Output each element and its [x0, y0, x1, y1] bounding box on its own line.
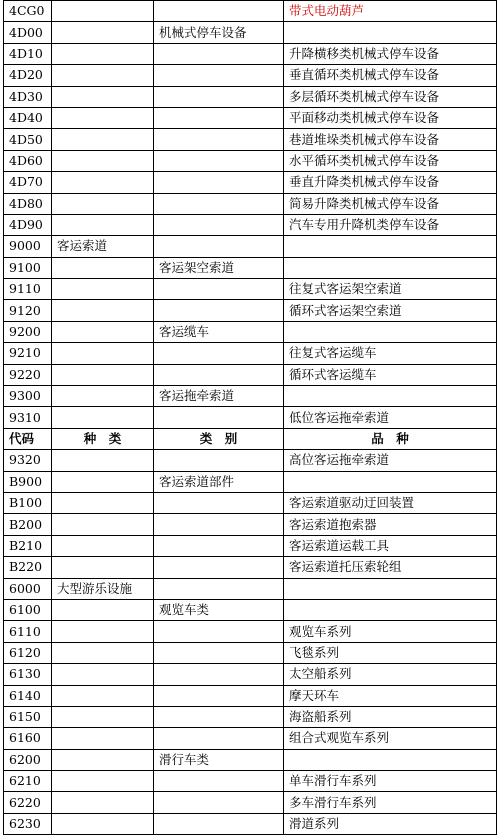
cell-variety: 往复式客运架空索道	[284, 279, 497, 300]
cell-category: 客运缆车	[154, 321, 284, 342]
cell-category	[154, 300, 284, 321]
cell-kind	[52, 321, 154, 342]
cell-variety: 摩天环车	[284, 685, 497, 706]
cell-code: 9320	[4, 450, 52, 471]
column-header-code: 代码	[4, 428, 52, 449]
table-row	[4, 43, 497, 64]
cell-category: 观览车类	[154, 599, 284, 620]
table-row	[4, 150, 497, 171]
table-row	[4, 471, 497, 492]
cell-kind	[52, 792, 154, 813]
cell-category	[154, 642, 284, 663]
table-row	[4, 86, 497, 107]
cell-category	[154, 535, 284, 556]
cell-code: 6220	[4, 792, 52, 813]
cell-category	[154, 1, 284, 22]
cell-category	[154, 107, 284, 128]
cell-category: 滑行车类	[154, 749, 284, 770]
cell-category	[154, 172, 284, 193]
cell-kind: 客运索道	[52, 236, 154, 257]
cell-variety: 循环式客运缆车	[284, 364, 497, 385]
cell-code: 9000	[4, 236, 52, 257]
cell-kind	[52, 749, 154, 770]
cell-kind	[52, 257, 154, 278]
table-row	[4, 129, 497, 150]
cell-category	[154, 706, 284, 727]
table-row	[4, 557, 497, 578]
cell-code: 4D40	[4, 107, 52, 128]
cell-category	[154, 193, 284, 214]
cell-category	[154, 621, 284, 642]
cell-kind	[52, 150, 154, 171]
cell-variety: 汽车专用升降机类停车设备	[284, 214, 497, 235]
cell-code: 9300	[4, 386, 52, 407]
table-row	[4, 407, 497, 428]
cell-variety: 客运索道托压索轮组	[284, 557, 497, 578]
cell-variety: 水平循环类机械式停车设备	[284, 150, 497, 171]
cell-kind	[52, 300, 154, 321]
cell-category	[154, 728, 284, 749]
cell-code: 6210	[4, 771, 52, 792]
table-row	[4, 257, 497, 278]
cell-code: B100	[4, 492, 52, 513]
cell-category	[154, 129, 284, 150]
table-row	[4, 514, 497, 535]
cell-category: 客运架空索道	[154, 257, 284, 278]
cell-kind	[52, 22, 154, 43]
table-row	[4, 728, 497, 749]
cell-variety: 太空船系列	[284, 664, 497, 685]
cell-code: 4D20	[4, 65, 52, 86]
cell-category	[154, 364, 284, 385]
cell-variety	[284, 471, 497, 492]
cell-kind	[52, 364, 154, 385]
cell-code: 9100	[4, 257, 52, 278]
table-row	[4, 450, 497, 471]
cell-variety: 垂直升降类机械式停车设备	[284, 172, 497, 193]
column-header-kind: 种 类	[52, 428, 154, 449]
cell-kind	[52, 706, 154, 727]
cell-kind	[52, 642, 154, 663]
table-row	[4, 321, 497, 342]
cell-category	[154, 279, 284, 300]
cell-kind: 大型游乐设施	[52, 578, 154, 599]
cell-kind	[52, 172, 154, 193]
cell-variety: 多层循环类机械式停车设备	[284, 86, 497, 107]
cell-category: 客运索道部件	[154, 471, 284, 492]
cell-variety: 往复式客运缆车	[284, 343, 497, 364]
cell-code: 6120	[4, 642, 52, 663]
table-row	[4, 599, 497, 620]
cell-kind	[52, 279, 154, 300]
table-row	[4, 685, 497, 706]
cell-code: 6000	[4, 578, 52, 599]
cell-category	[154, 236, 284, 257]
cell-kind	[52, 193, 154, 214]
cell-variety: 升降横移类机械式停车设备	[284, 43, 497, 64]
table-row	[4, 706, 497, 727]
cell-kind	[52, 407, 154, 428]
cell-category	[154, 150, 284, 171]
cell-code: 9120	[4, 300, 52, 321]
cell-category	[154, 685, 284, 706]
cell-category	[154, 578, 284, 599]
cell-code: 6130	[4, 664, 52, 685]
cell-variety	[284, 386, 497, 407]
table-row	[4, 65, 497, 86]
cell-code: 6150	[4, 706, 52, 727]
cell-code: 4D50	[4, 129, 52, 150]
cell-kind	[52, 771, 154, 792]
cell-kind	[52, 492, 154, 513]
cell-code: B210	[4, 535, 52, 556]
table-row	[4, 535, 497, 556]
cell-variety	[284, 599, 497, 620]
cell-kind	[52, 214, 154, 235]
cell-kind	[52, 43, 154, 64]
cell-variety: 客运索道驱动迂回装置	[284, 492, 497, 513]
cell-category	[154, 214, 284, 235]
cell-kind	[52, 685, 154, 706]
table-row	[4, 214, 497, 235]
cell-code: B220	[4, 557, 52, 578]
cell-category	[154, 450, 284, 471]
cell-category	[154, 407, 284, 428]
column-header-variety: 品 种	[284, 428, 497, 449]
table-row	[4, 107, 497, 128]
cell-code: 4D10	[4, 43, 52, 64]
cell-category	[154, 792, 284, 813]
cell-variety: 海盗船系列	[284, 706, 497, 727]
cell-code: 9310	[4, 407, 52, 428]
cell-kind	[52, 621, 154, 642]
cell-variety: 组合式观览车系列	[284, 728, 497, 749]
cell-variety: 观览车系列	[284, 621, 497, 642]
table-row	[4, 792, 497, 813]
cell-kind	[52, 514, 154, 535]
cell-code: 9220	[4, 364, 52, 385]
cell-category	[154, 514, 284, 535]
table-row	[4, 300, 497, 321]
table-row	[4, 749, 497, 770]
table-row	[4, 1, 497, 22]
cell-kind	[52, 65, 154, 86]
cell-kind	[52, 535, 154, 556]
cell-code: 6230	[4, 813, 52, 834]
cell-variety: 客运索道抱索器	[284, 514, 497, 535]
cell-kind	[52, 813, 154, 834]
cell-kind	[52, 557, 154, 578]
cell-variety: 巷道堆垛类机械式停车设备	[284, 129, 497, 150]
column-header-category: 类 别	[154, 428, 284, 449]
table-row	[4, 279, 497, 300]
cell-variety: 滑道系列	[284, 813, 497, 834]
table-row	[4, 22, 497, 43]
cell-code: B200	[4, 514, 52, 535]
table-row	[4, 813, 497, 834]
cell-variety: 平面移动类机械式停车设备	[284, 107, 497, 128]
cell-kind	[52, 86, 154, 107]
table-row	[4, 642, 497, 663]
cell-code: B900	[4, 471, 52, 492]
cell-variety: 高位客运拖牵索道	[284, 450, 497, 471]
cell-code: 9210	[4, 343, 52, 364]
cell-variety	[284, 22, 497, 43]
cell-variety: 客运索道运载工具	[284, 535, 497, 556]
cell-code: 4D30	[4, 86, 52, 107]
cell-variety: 垂直循环类机械式停车设备	[284, 65, 497, 86]
table-row	[4, 364, 497, 385]
cell-variety	[284, 321, 497, 342]
equipment-code-table	[3, 0, 497, 835]
cell-code: 6140	[4, 685, 52, 706]
table-body	[4, 1, 497, 835]
cell-category	[154, 86, 284, 107]
table-row	[4, 492, 497, 513]
cell-variety: 单车滑行车系列	[284, 771, 497, 792]
cell-code: 4D90	[4, 214, 52, 235]
cell-kind	[52, 450, 154, 471]
cell-category	[154, 65, 284, 86]
cell-category	[154, 343, 284, 364]
table-row	[4, 343, 497, 364]
cell-variety: 多车滑行车系列	[284, 792, 497, 813]
table-row	[4, 578, 497, 599]
table-row	[4, 771, 497, 792]
cell-code: 6110	[4, 621, 52, 642]
cell-kind	[52, 107, 154, 128]
cell-category: 机械式停车设备	[154, 22, 284, 43]
cell-variety: 飞毯系列	[284, 642, 497, 663]
column-header-row	[4, 428, 497, 449]
cell-kind	[52, 599, 154, 620]
cell-code: 6200	[4, 749, 52, 770]
cell-category	[154, 664, 284, 685]
cell-code: 4D80	[4, 193, 52, 214]
cell-kind	[52, 129, 154, 150]
cell-code: 6160	[4, 728, 52, 749]
cell-variety	[284, 257, 497, 278]
cell-code: 4D00	[4, 22, 52, 43]
cell-code: 9200	[4, 321, 52, 342]
cell-category	[154, 43, 284, 64]
cell-variety: 带式电动葫芦	[284, 1, 497, 22]
table-row	[4, 172, 497, 193]
cell-variety	[284, 749, 497, 770]
cell-variety	[284, 578, 497, 599]
cell-category	[154, 813, 284, 834]
cell-code: 4D60	[4, 150, 52, 171]
cell-code: 4D70	[4, 172, 52, 193]
table-row	[4, 621, 497, 642]
table-row	[4, 236, 497, 257]
cell-category	[154, 557, 284, 578]
cell-category	[154, 492, 284, 513]
cell-variety: 低位客运拖牵索道	[284, 407, 497, 428]
cell-category	[154, 771, 284, 792]
cell-variety	[284, 236, 497, 257]
cell-code: 4CG0	[4, 1, 52, 22]
cell-kind	[52, 343, 154, 364]
cell-category: 客运拖牵索道	[154, 386, 284, 407]
cell-code: 6100	[4, 599, 52, 620]
cell-kind	[52, 386, 154, 407]
cell-kind	[52, 664, 154, 685]
cell-kind	[52, 1, 154, 22]
cell-kind	[52, 471, 154, 492]
cell-variety: 简易升降类机械式停车设备	[284, 193, 497, 214]
cell-kind	[52, 728, 154, 749]
cell-variety: 循环式客运架空索道	[284, 300, 497, 321]
table-row	[4, 386, 497, 407]
table-row	[4, 193, 497, 214]
table-row	[4, 664, 497, 685]
cell-code: 9110	[4, 279, 52, 300]
